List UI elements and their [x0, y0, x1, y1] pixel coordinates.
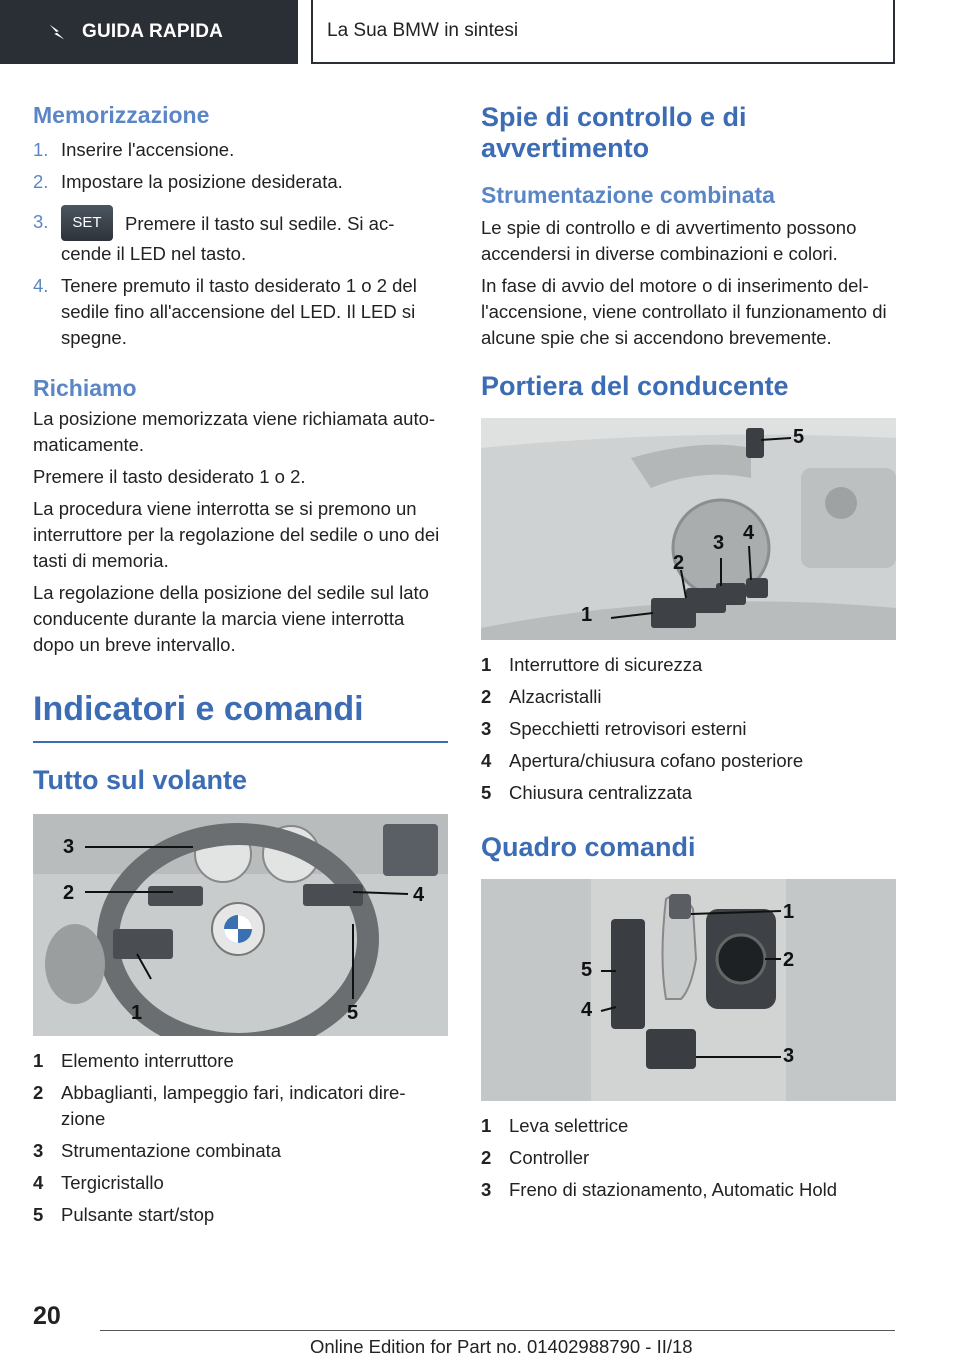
recall-body: La posizione memorizzata viene richiamata auto- maticamente. Premere il tasto desiderato 1 o 2. La procedura viene interrotta se si premono un interruttore per la regolazione del sedile o uno dei tasti di memoria. La regolazione della posizione del sedile sul lato conducente durante la marcia viene interrotta dopo un breve intervallo.: [33, 408, 440, 655]
driver-door-image: [481, 418, 896, 640]
left-column: [33, 100, 448, 1228]
center-console-illustration: [481, 879, 896, 1101]
list-item: 3. SET Premere il tasto sul sedile. Si ac- cende il LED nel tasto.: [33, 209, 448, 267]
callout-5: 5: [581, 959, 593, 981]
lightning-icon: [46, 21, 68, 43]
memo-steps: [33, 137, 448, 351]
callout-2: 2: [673, 552, 685, 574]
steering-wheel-image: [33, 814, 448, 1036]
cluster-para: Le spie di controllo e di avvertimento possono accendersi in diverse combinazioni e colori.: [481, 217, 857, 264]
door-legend: [481, 652, 896, 806]
callout-5: 5: [793, 426, 805, 448]
list-item: 2. Impostare la posizione desiderata.: [33, 171, 343, 192]
edition-note: Online Edition for Part no. 01402988790 - II/18: [310, 1336, 693, 1357]
door-title: Portiera del conducente: [481, 371, 789, 401]
right-column: [481, 100, 896, 1203]
callout-1: 1: [131, 1002, 143, 1024]
list-item: 5 Chiusura centralizzata: [481, 782, 693, 803]
page-number: 20: [33, 1302, 61, 1330]
callout-2: 2: [783, 949, 795, 971]
list-item: 1. Inserire l'accensione.: [33, 139, 235, 160]
section-tab[interactable]: [0, 0, 298, 64]
callout-4: 4: [743, 522, 755, 544]
main-title: Indicatori e comandi: [33, 690, 364, 728]
list-item: 2 Controller: [481, 1147, 590, 1168]
list-item: 4. Tenere premuto il tasto desiderato 1 o 2 del sedile fino all'accensione del LED. Il LED si spegne.: [33, 275, 417, 348]
chapter-tab[interactable]: [311, 0, 895, 64]
console-legend: [481, 1113, 896, 1203]
driver-door-illustration: [481, 418, 896, 640]
wheel-title: Tutto sul volante: [33, 765, 247, 795]
list-item: 3 Specchietti retrovisori esterni: [481, 718, 747, 739]
callout-5: 5: [347, 1002, 359, 1024]
list-item: 2 Abbaglianti, lampeggio fari, indicatori dire- zione: [33, 1082, 406, 1129]
callout-1: 1: [581, 604, 593, 626]
callout-1: 1: [783, 901, 795, 923]
list-item: 1 Elemento interruttore: [33, 1050, 234, 1071]
callout-4: 4: [581, 999, 593, 1021]
cluster-title: Strumentazione combinata: [481, 182, 775, 208]
callout-2: 2: [63, 882, 75, 904]
list-item: 1 Leva selettrice: [481, 1115, 629, 1136]
list-item: 5 Pulsante start/stop: [33, 1204, 215, 1225]
list-item: 3 Strumentazione combinata: [33, 1140, 282, 1161]
footer-divider: [100, 1330, 895, 1331]
list-item: 1 Interruttore di sicurezza: [481, 654, 703, 675]
list-item: 3 Freno di stazionamento, Automatic Hold: [481, 1179, 838, 1200]
memo-title: Memorizzazione: [33, 102, 210, 128]
list-item: 2 Alzacristalli: [481, 686, 602, 707]
recall-title: Richiamo: [33, 375, 137, 401]
steering-wheel-illustration: [33, 814, 448, 1036]
wheel-legend: [33, 1048, 448, 1228]
warning-title: Spie di controllo e di avvertimento: [481, 102, 747, 163]
section-label: GUIDA RAPIDA: [82, 21, 224, 42]
callout-3: 3: [713, 532, 725, 554]
callout-3: 3: [63, 836, 75, 858]
center-console-image: [481, 879, 896, 1101]
callout-4: 4: [413, 884, 425, 906]
title-divider: [33, 741, 448, 743]
list-item: 4 Tergicristallo: [33, 1172, 164, 1193]
set-button-icon: SET: [61, 205, 113, 241]
list-item: 4 Apertura/chiusura cofano posteriore: [481, 750, 804, 771]
cluster-para: In fase di avvio del motore o di inserimento del- l'accensione, viene controllato il funzionamento di alcune spie che si accendono brevemente.: [481, 275, 887, 348]
console-title: Quadro comandi: [481, 832, 696, 862]
callout-3: 3: [783, 1045, 795, 1067]
chapter-label: La Sua BMW in sintesi: [327, 20, 519, 41]
